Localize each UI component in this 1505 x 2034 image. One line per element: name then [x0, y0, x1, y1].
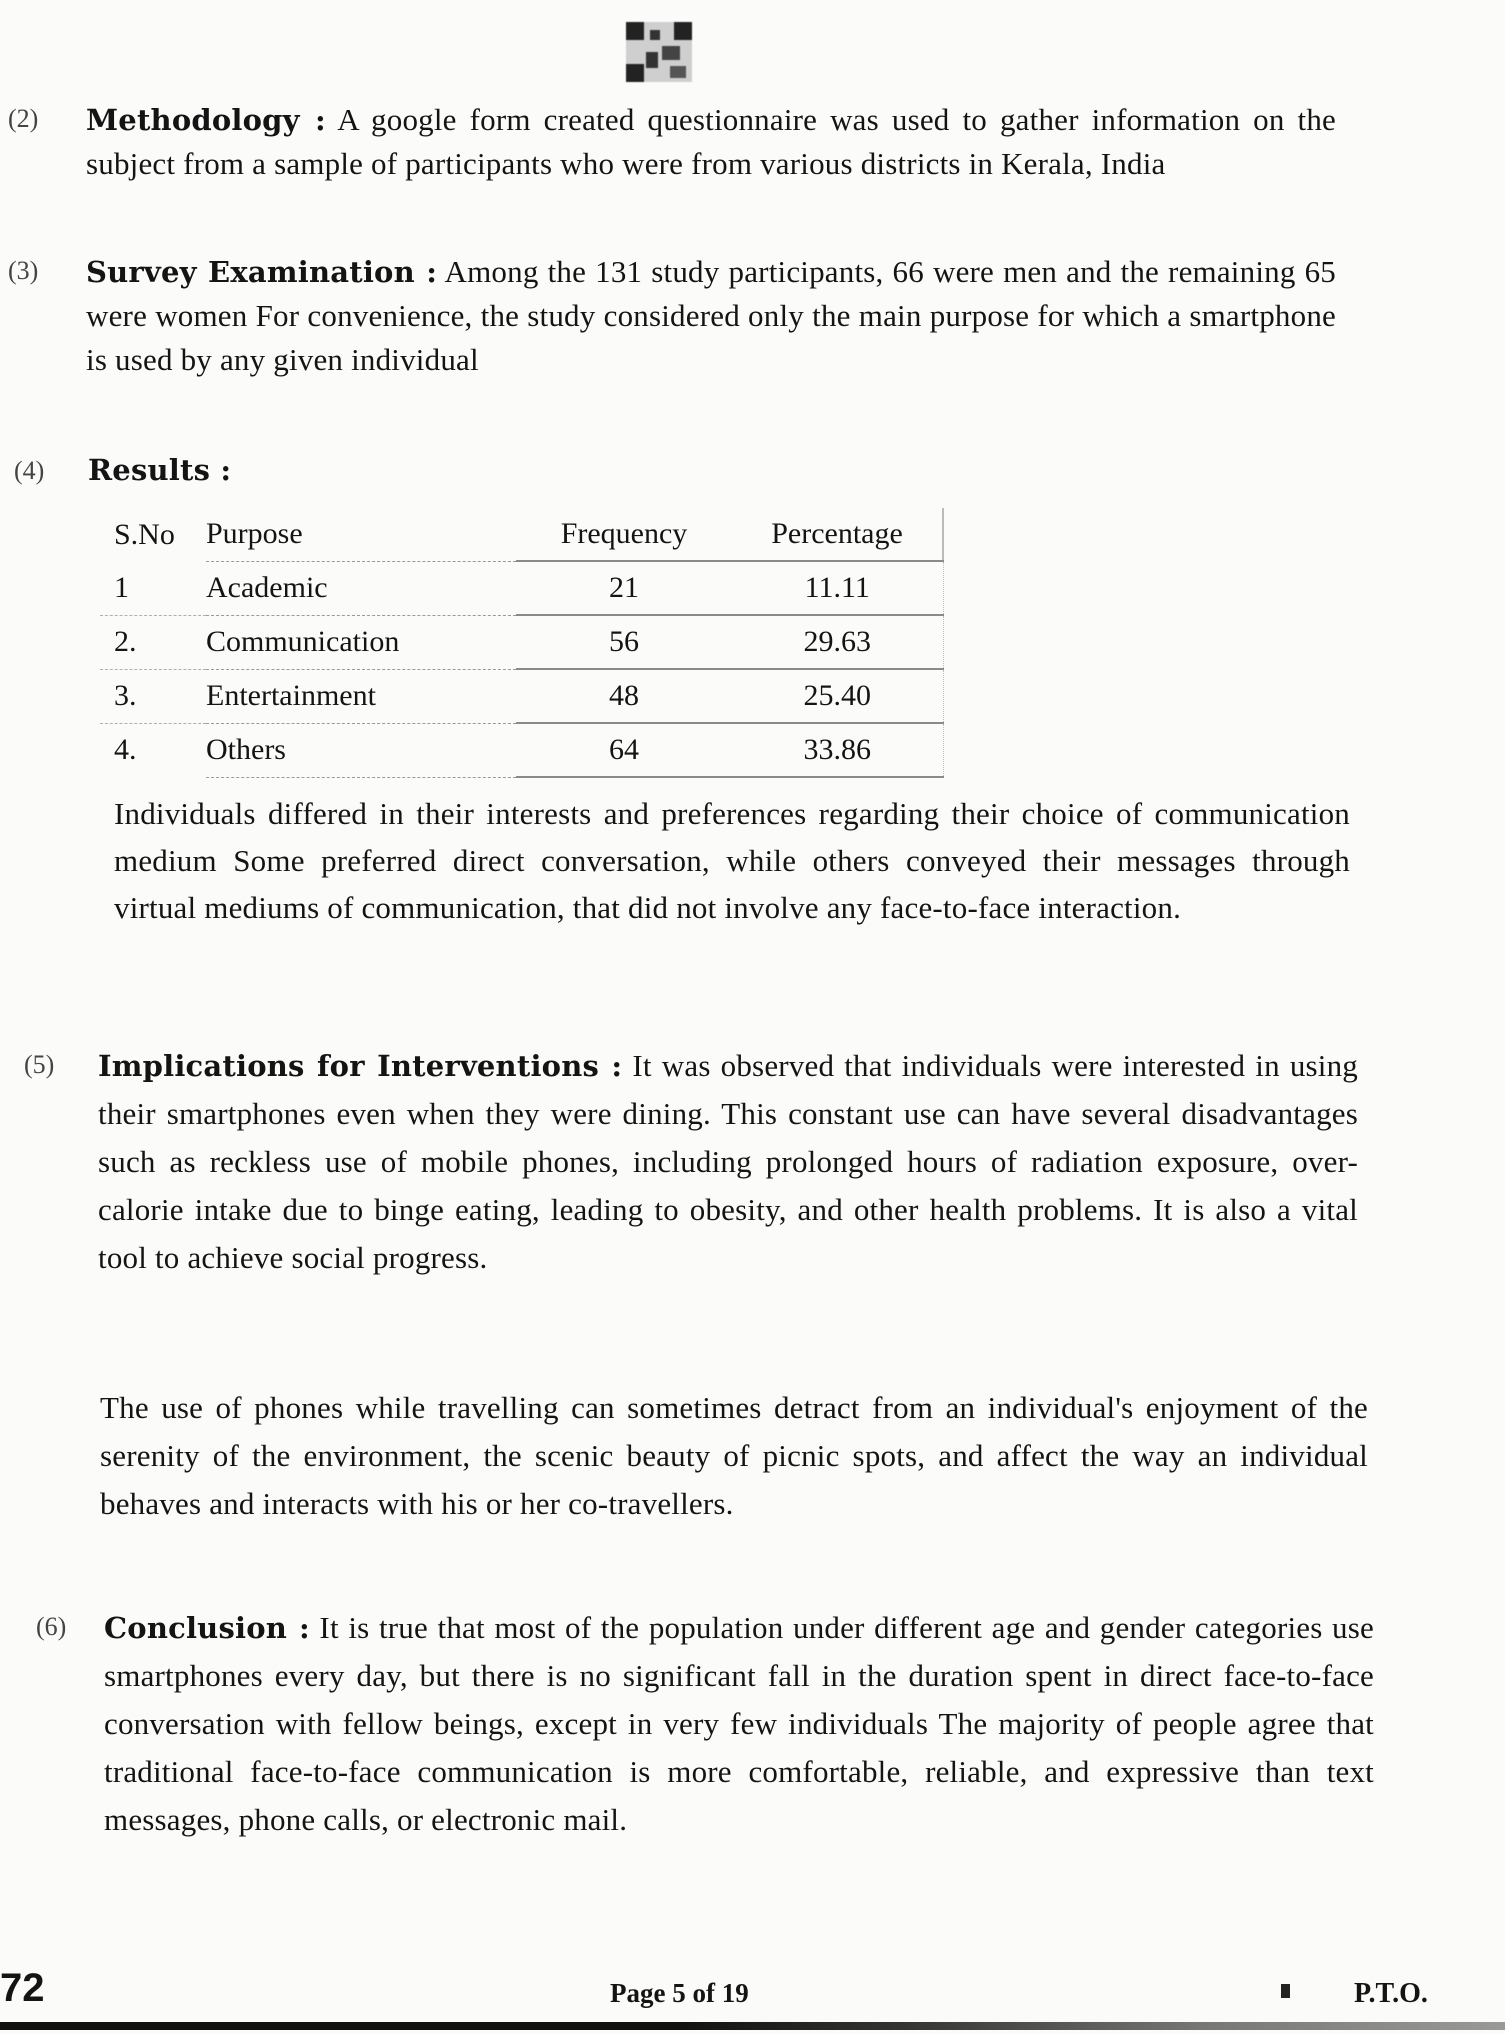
section-text: It is true that most of the population under different age and gender categories use smartphones every day, but there is no significant fall in the duration spent in direct face-to-face conversation with fellow beings, except in very few individuals The majority of people agree that traditional face-to-face communication is more comfortable, reliable, and expressive than text messages, phone calls, or electronic mail. — [104, 1610, 1374, 1837]
footer-code: 72 — [0, 1966, 45, 2010]
section-number: (4) — [14, 456, 45, 485]
section-heading: Implications for Interventions : — [98, 1049, 623, 1083]
section-heading: Results : — [88, 453, 232, 487]
section-heading: Methodology : — [86, 103, 326, 137]
cell-purpose: Others — [206, 723, 516, 777]
column-header-frequency: Frequency — [516, 508, 732, 561]
section-text: Among the 131 study participants, 66 were men and the remaining 65 were women For convenience, the study considered only the main purpose for which a smartphone is used by any given individual — [86, 254, 1336, 377]
column-header-sno: S.No — [114, 517, 175, 551]
table-header-row — [100, 508, 943, 561]
table-row — [100, 669, 943, 723]
section-number: (5) — [24, 1050, 55, 1079]
cell-frequency: 64 — [516, 723, 732, 777]
cell-sno: 2. — [100, 615, 206, 669]
bullet-icon — [1281, 1984, 1290, 1998]
results-paragraph: Individuals differed in their interests and preferences regarding their choice of communication medium Some preferred direct conversation, while others conveyed their messages through virtual mediums of communication, that did not involve any face-to-face interaction. — [114, 796, 1350, 925]
table-row — [100, 723, 943, 777]
bottom-rule — [0, 2022, 1505, 2030]
results-table — [100, 508, 944, 778]
section-text: It was observed that individuals were interested in using their smartphones even when they were dining. This constant use can have several disadvantages such as reckless use of mobile phones, including prolonged hours of radiation exposure, over-calorie intake due to binge eating, leading to obesity, and other health problems. It is also a vital tool to achieve social progress. — [98, 1048, 1358, 1275]
cell-purpose: Communication — [206, 615, 516, 669]
section-survey-examination — [86, 250, 1336, 382]
cell-percentage: 11.11 — [732, 561, 943, 615]
pto-label: P.T.O. — [1354, 1978, 1428, 2009]
implications-paragraph-2: The use of phones while travelling can sometimes detract from an individual's enjoyment of the serenity of the environment, the scenic beauty of picnic spots, and affect the way an individual behaves and interacts with his or her co-travellers. — [100, 1390, 1368, 1521]
section-number: (3) — [8, 256, 39, 285]
section-number: (2) — [8, 104, 39, 133]
section-conclusion — [104, 1604, 1374, 1844]
section-heading: Conclusion : — [104, 1611, 310, 1645]
page-number: Page 5 of 19 — [610, 1978, 749, 2008]
section-number: (6) — [36, 1612, 67, 1641]
section-heading: Survey Examination : — [86, 255, 438, 289]
cell-purpose: Entertainment — [206, 669, 516, 723]
section-methodology — [86, 98, 1336, 186]
cell-percentage: 33.86 — [732, 723, 943, 777]
cell-purpose: Academic — [206, 561, 516, 615]
cell-frequency: 21 — [516, 561, 732, 615]
cell-sno: 3. — [100, 669, 206, 723]
cell-frequency: 56 — [516, 615, 732, 669]
cell-sno: 4. — [114, 733, 137, 767]
cell-sno: 1 — [100, 561, 206, 615]
cell-percentage: 25.40 — [732, 669, 943, 723]
table-row — [100, 615, 943, 669]
qr-code-icon — [626, 22, 692, 82]
cell-percentage: 29.63 — [732, 615, 943, 669]
section-text: A google form created questionnaire was used to gather information on the subject from a sample of participants who were from various districts in Kerala, India — [86, 102, 1336, 181]
section-results — [88, 448, 231, 492]
section-implications — [98, 1042, 1358, 1282]
cell-frequency: 48 — [516, 669, 732, 723]
table-row — [100, 561, 943, 615]
column-header-purpose: Purpose — [206, 508, 516, 561]
column-header-percentage: Percentage — [732, 508, 943, 561]
